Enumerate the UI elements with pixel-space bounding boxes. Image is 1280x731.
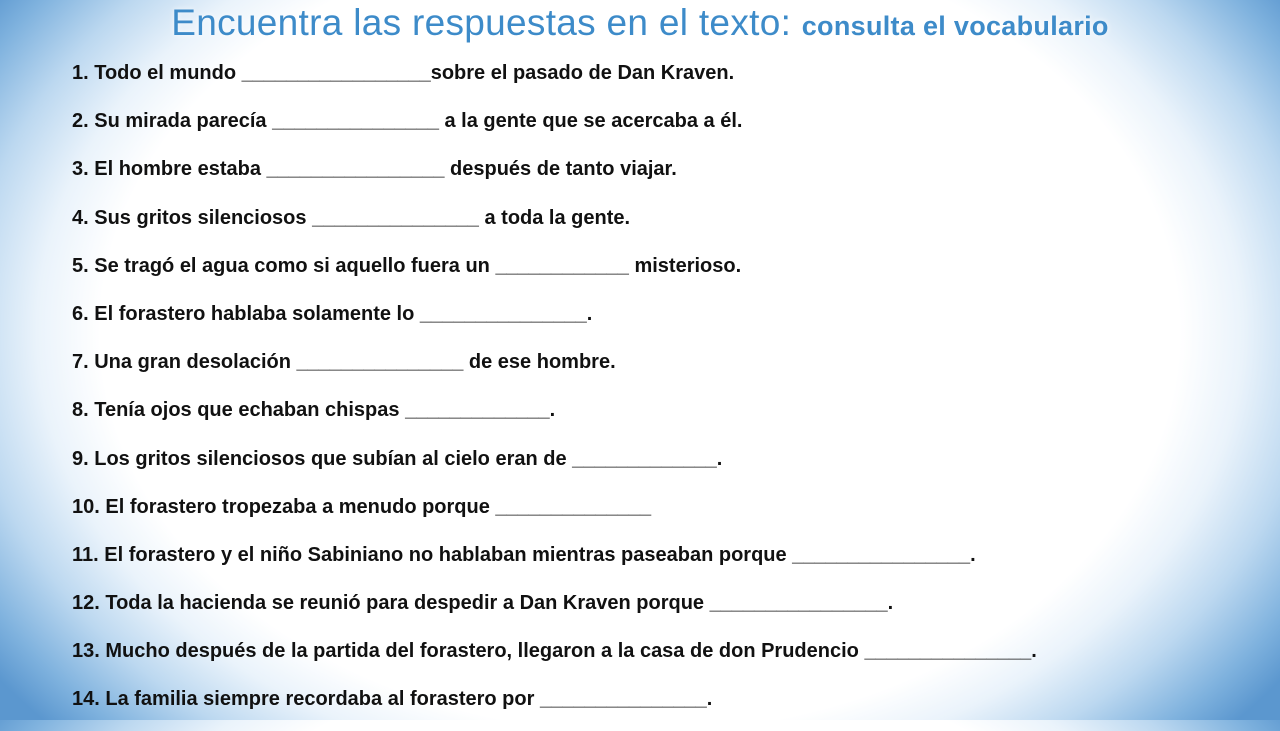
exercise-item-4: 4. Sus gritos silenciosos _______________ a toda la gente.	[72, 206, 631, 229]
exercise-item-13: 13. Mucho después de la partida del forastero, llegaron a la casa de don Prudencio _______________.	[72, 640, 1037, 663]
exercise-item-2: 2. Su mirada parecía _______________ a la gente que se acercaba a él.	[72, 110, 743, 133]
slide-title-main: Encuentra las respuestas en el texto:	[171, 2, 802, 43]
exercise-list	[72, 56, 1037, 731]
exercise-item-3: 3. El hombre estaba ________________ después de tanto viajar.	[72, 158, 677, 181]
exercise-item-8: 8. Tenía ojos que echaban chispas _____________.	[72, 399, 556, 422]
exercise-item-5: 5. Se tragó el agua como si aquello fuera un ____________ misterioso.	[72, 254, 742, 277]
exercise-item-12: 12. Toda la hacienda se reunió para despedir a Dan Kraven porque ________________.	[72, 592, 894, 615]
exercise-item-9: 9. Los gritos silenciosos que subían al cielo eran de _____________.	[72, 447, 723, 470]
exercise-item-14: 14. La familia siempre recordaba al forastero por _______________.	[72, 688, 713, 711]
exercise-item-7: 7. Una gran desolación _______________ de ese hombre.	[72, 351, 616, 374]
slide-title	[0, 2, 1280, 44]
exercise-item-6: 6. El forastero hablaba solamente lo _______________.	[72, 302, 593, 325]
slide-title-sub: consulta el vocabulario	[801, 11, 1109, 41]
exercise-item-10: 10. El forastero tropezaba a menudo porque ______________	[72, 495, 652, 518]
exercise-item-1: 1. Todo el mundo _________________sobre el pasado de Dan Kraven.	[72, 62, 735, 84]
exercise-item-11: 11. El forastero y el niño Sabiniano no hablaban mientras paseaban porque ________________.	[72, 543, 976, 566]
